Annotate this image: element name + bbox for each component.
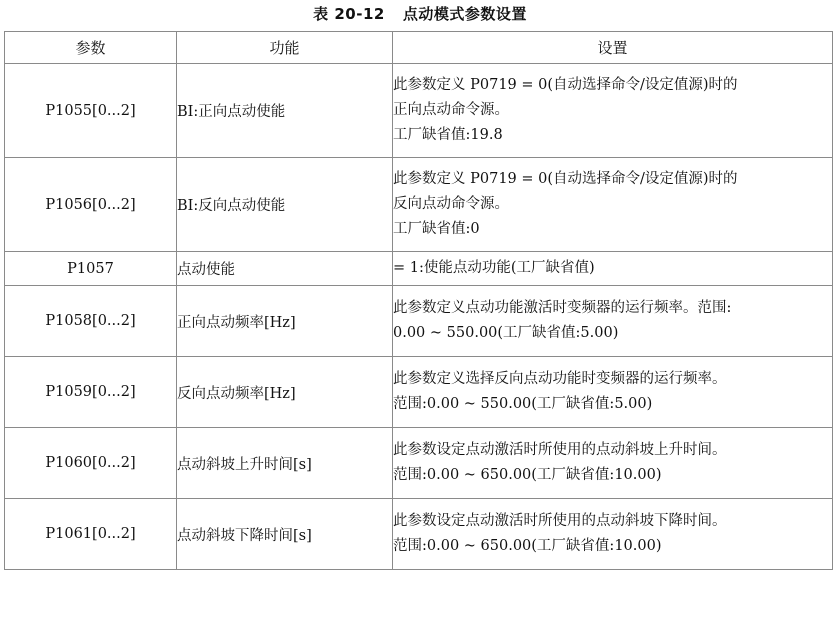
setting-cell: [393, 357, 833, 428]
param-cell: P1056[0...2]: [5, 158, 177, 252]
table-row: [5, 158, 833, 252]
param-cell: P1057: [5, 252, 177, 286]
table-row: [5, 252, 833, 286]
function-cell: BI:正向点动使能: [177, 64, 393, 158]
setting-line: 此参数定义 P0719 = 0(自动选择命令/设定值源)时的: [393, 171, 738, 187]
header-row: [5, 32, 833, 64]
param-cell: P1059[0...2]: [5, 357, 177, 428]
table-caption: [0, 2, 840, 26]
table-row: [5, 286, 833, 357]
header-setting: 设置: [393, 32, 833, 64]
setting-line: 正向点动命令源。: [393, 102, 509, 118]
setting-cell: [393, 64, 833, 158]
table-row: [5, 64, 833, 158]
function-cell: 反向点动频率[Hz]: [177, 357, 393, 428]
setting-cell: [393, 286, 833, 357]
setting-line: 范围:0.00 ~ 650.00(工厂缺省值:10.00): [393, 538, 662, 554]
param-cell: P1055[0...2]: [5, 64, 177, 158]
setting-cell: [393, 499, 833, 570]
table-row: [5, 499, 833, 570]
setting-line: 此参数定义点动功能激活时变频器的运行频率。范围:: [393, 300, 732, 316]
header-param: 参数: [5, 32, 177, 64]
setting-line: 此参数定义选择反向点动功能时变频器的运行频率。: [393, 371, 727, 387]
setting-line: 反向点动命令源。: [393, 196, 509, 212]
setting-line: 此参数设定点动激活时所使用的点动斜坡上升时间。: [393, 442, 727, 458]
header-function: 功能: [177, 32, 393, 64]
table-title: 点动模式参数设置: [402, 5, 527, 23]
parameter-table: [4, 31, 833, 570]
setting-line: 此参数定义 P0719 = 0(自动选择命令/设定值源)时的: [393, 77, 738, 93]
setting-cell: [393, 252, 833, 286]
function-cell: 点动斜坡上升时间[s]: [177, 428, 393, 499]
function-cell: 正向点动频率[Hz]: [177, 286, 393, 357]
setting-line: 工厂缺省值:19.8: [393, 127, 503, 143]
setting-line: 此参数设定点动激活时所使用的点动斜坡下降时间。: [393, 513, 727, 529]
table-row: [5, 357, 833, 428]
setting-cell: [393, 158, 833, 252]
function-cell: 点动使能: [177, 252, 393, 286]
setting-line: 范围:0.00 ~ 650.00(工厂缺省值:10.00): [393, 467, 662, 483]
setting-cell: [393, 428, 833, 499]
setting-line: = 1:使能点动功能(工厂缺省值): [393, 260, 595, 276]
setting-line: 0.00 ~ 550.00(工厂缺省值:5.00): [393, 325, 619, 341]
table-number: 表 20-12: [313, 5, 385, 23]
function-cell: 点动斜坡下降时间[s]: [177, 499, 393, 570]
function-cell: BI:反向点动使能: [177, 158, 393, 252]
setting-line: 工厂缺省值:0: [393, 221, 480, 237]
param-cell: P1060[0...2]: [5, 428, 177, 499]
param-cell: P1058[0...2]: [5, 286, 177, 357]
param-cell: P1061[0...2]: [5, 499, 177, 570]
setting-line: 范围:0.00 ~ 550.00(工厂缺省值:5.00): [393, 396, 653, 412]
table-row: [5, 428, 833, 499]
